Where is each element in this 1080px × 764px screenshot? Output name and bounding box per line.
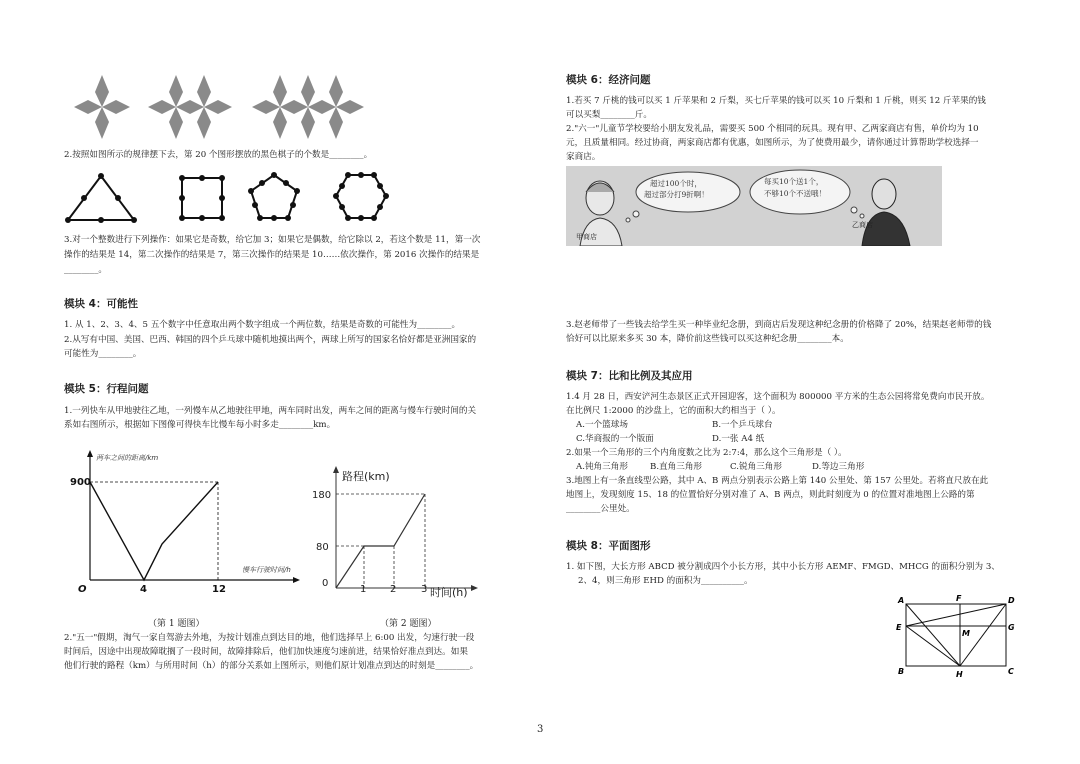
vertex-c-label: C [1008, 667, 1014, 676]
vertex-a-label: A [898, 596, 905, 605]
module-6-question-2-line-3: 家商店。 [566, 152, 601, 162]
module-8-question-1-line-1: 1. 如下图，大长方形 ABCD 被分割成四个小长方形，其中小长方形 AEMF、FMGD、MHCG 的面积分别为 3、 [566, 562, 1000, 572]
option-b: B.一个乒乓球台 [712, 420, 773, 430]
diamond-pattern-figure [64, 70, 374, 146]
option-c: C.华商报的一个版面 [576, 434, 654, 444]
module-5-question-2-line-3: 他们行驶的路程（km）与所用时间（h）的部分关系如上图所示，则他们原计划准点到达的时刻是________。 [64, 661, 479, 671]
question-3-line-3: ________。 [64, 265, 107, 275]
question-2-option-b: B.直角三角形 [650, 462, 703, 472]
figure-2-y-tick-180: 180 [312, 490, 332, 501]
bubble-b-line-2: 不够10个不送哦！ [764, 189, 827, 198]
shop-illustration [566, 166, 942, 246]
rectangle-abcd-figure [894, 592, 1020, 680]
figure-1-x-tick-4: 4 [140, 584, 147, 595]
figure-1-distance-graph [70, 448, 302, 598]
figure-2-x-tick-1: 1 [360, 584, 367, 595]
option-a: A.一个篮球场 [576, 420, 628, 430]
chess-piece-polygons-figure [64, 168, 404, 226]
module-7-question-3-line-3: ________公里处。 [566, 504, 635, 514]
module-6-question-2-line-1: 2."六一"儿童节学校要给小朋友发礼品，需要买 500 个相同的玩具。现有甲、乙两家商店有售，单价均为 10 [566, 124, 979, 134]
figure-2-y-tick-0: 0 [322, 578, 329, 589]
module-8-question-1-line-2: 2、4，则三角形 EHD 的面积为__________。 [578, 576, 753, 586]
module-5-question-1-line-1: 1.一列快车从甲地驶往乙地，一列慢车从乙地驶往甲地，两车同时出发，两车之间的距离与慢车行驶时间的关 [64, 406, 477, 416]
module-6-question-3-line-2: 恰好可以比原来多买 30 本，降价前这些钱可以买这种纪念册________本。 [566, 334, 849, 344]
question-2-pattern: 2.按照如图所示的规律摆下去，第 20 个图形摆放的黑色棋子的个数是________。 [64, 150, 373, 160]
module-6-question-1-line-2: 可以买梨________斤。 [566, 110, 652, 120]
module-4-question-2-line-2: 可能性为________。 [64, 349, 142, 359]
module-5-question-1-line-2: 系如右图所示，根据如下图像可得快车比慢车每小时多走________km。 [64, 420, 336, 430]
vertex-e-label: E [896, 623, 902, 632]
figure-2-x-tick-3: 3 [421, 584, 428, 595]
module-7-question-1-line-2: 在比例尺 1:2000 的沙盘上，它的面积大约相当于（ ）。 [566, 406, 781, 416]
module-7-heading: 模块 7：比和比例及其应用 [566, 370, 693, 382]
figure-1-y-tick-900: 900 [70, 477, 91, 488]
shop-illustration-art [566, 166, 942, 246]
question-2-option-c: C.锐角三角形 [730, 462, 782, 472]
vertex-b-label: B [898, 667, 905, 676]
vertex-d-label: D [1008, 596, 1015, 605]
figure-2-x-axis-label: 时间(h) [430, 586, 468, 598]
module-7-question-1-line-1: 1.4 月 28 日，西安浐河生态景区正式开园迎客，这个面积为 800000 平方米的生态公园将常免费向市民开放。 [566, 392, 990, 402]
module-4-heading: 模块 4：可能性 [64, 298, 138, 310]
vertex-g-label: G [1008, 623, 1015, 632]
question-2-option-a: A.钝角三角形 [576, 462, 628, 472]
question-3-line-1: 3.对一个整数进行下列操作：如果它是奇数，给它加 3；如果它是偶数，给它除以 2，若这个数是 11，第一次 [64, 235, 481, 245]
module-6-heading: 模块 6：经济问题 [566, 74, 651, 86]
module-6-question-3-line-1: 3.赵老师带了一些钱去给学生买一种毕业纪念册，到商店后发现这种纪念册的价格降了 20%，结果赵老师带的钱 [566, 320, 992, 330]
figure-2-y-axis-label: 路程(km) [342, 470, 390, 483]
module-7-question-3-line-1: 3.地图上有一条直线型公路，其中 A、B 两点分别表示公路上第 140 公里处、第 157 公里处。若将直尺放在此 [566, 476, 989, 486]
module-6-question-2-line-2: 元，且质量相同。经过协商，两家商店都有优惠，如图所示，为了使费用最少，请你通过计算帮助学校选择一 [566, 138, 979, 148]
module-7-question-2: 2.如果一个三角形的三个内角度数之比为 2:7:4，那么这个三角形是（ ）。 [566, 448, 847, 458]
vertex-f-label: F [956, 594, 962, 603]
figure-1-origin-label: O [78, 584, 87, 595]
module-4-question-2-line-1: 2.从写有中国、美国、巴西、韩国的四个乒乓球中随机地摸出两个，两球上所写的国家名恰好都是亚洲国家的 [64, 335, 477, 345]
figure-1-y-axis-label: 两车之间的距离/km [96, 454, 159, 462]
figure-1-x-axis-label: 慢车行驶时间/h [242, 566, 291, 574]
vertex-h-label: H [956, 670, 963, 679]
shop-b-label: 乙商店 [852, 221, 873, 229]
module-8-heading: 模块 8：平面图形 [566, 540, 651, 552]
figure-1-caption: （第 1 题图） [148, 619, 205, 629]
module-7-question-3-line-2: 地图上，发现刻度 15、18 的位置恰好分别对准了 A、B 两点，则此时刻度为 0 的位置对准地图上公路的第 [566, 490, 975, 500]
figure-1-x-tick-12: 12 [212, 584, 226, 595]
module-6-question-1-line-1: 1.若买 7 斤桃的钱可以买 1 斤苹果和 2 斤梨，买七斤苹果的钱可以买 10 斤梨和 1 斤桃，则买 12 斤苹果的钱 [566, 96, 986, 106]
module-4-question-1: 1. 从 1、2、3、4、5 五个数字中任意取出两个数字组成一个两位数，结果是奇数的可能性为________。 [64, 320, 461, 330]
page-number: 3 [537, 724, 544, 735]
figure-2-x-tick-2: 2 [390, 584, 397, 595]
figure-2-caption: （第 2 题图） [380, 619, 437, 629]
question-3-line-2: 操作的结果是 14，第二次操作的结果是 7，第三次操作的结果是 10……依次操作，第 2016 次操作的结果是 [64, 250, 480, 260]
vertex-m-label: M [962, 629, 970, 638]
bubble-b-line-1: 每买10个送1个， [764, 177, 824, 186]
bubble-a-line-1: 超过100个时， [650, 179, 702, 188]
module-5-question-2-line-1: 2."五一"假期，淘气一家自驾游去外地，为按计划准点到达目的地，他们选择早上 6:00 出发，匀速行驶一段 [64, 633, 475, 643]
option-d: D.一张 A4 纸 [712, 434, 765, 444]
bubble-a-line-2: 超过部分打9折啊！ [644, 190, 709, 199]
figure-2-y-tick-80: 80 [316, 542, 329, 553]
module-5-question-2-line-2: 时间后，因途中出现故障耽搁了一段时间，故障排除后，他们加快速度匀速前进，结果恰好准点到达。如果 [64, 647, 468, 657]
question-2-option-d: D.等边三角形 [812, 462, 865, 472]
figure-2-distance-time-graph [306, 462, 486, 598]
shop-a-label: 甲商店 [576, 233, 597, 241]
module-5-heading: 模块 5：行程问题 [64, 383, 149, 395]
